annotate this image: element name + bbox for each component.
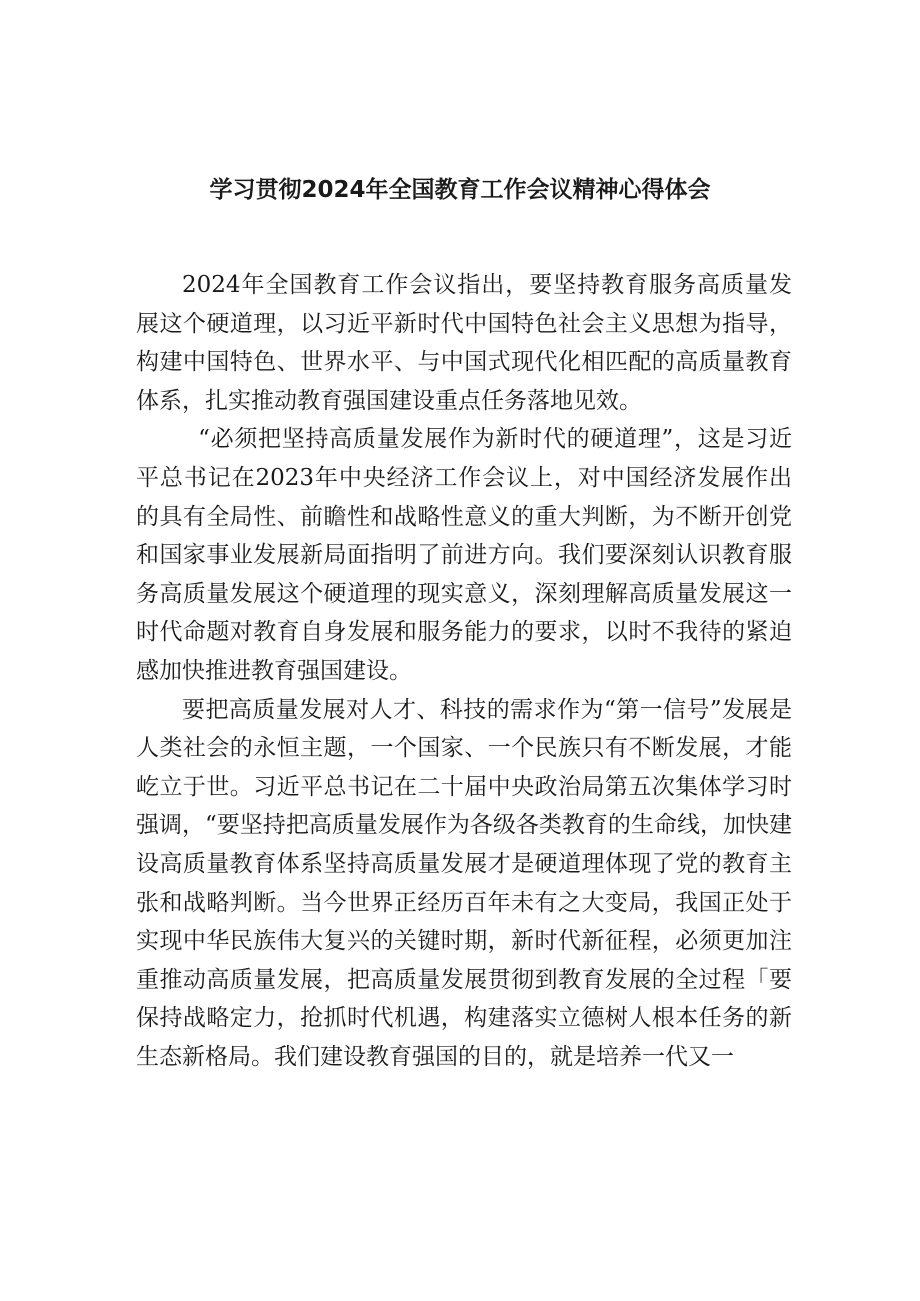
document-title: 学习贯彻2024年全国教育工作会议精神心得体会 xyxy=(209,177,711,203)
document-body xyxy=(136,266,792,1076)
paragraph-2: “必须把坚持高质量发展作为新时代的硬道理”，这是习近平总书记在2023年中央经济工作会议上，对中国经济发展作出的具有全局性、前瞻性和战略性意义的重大判断，为不断开创党和国家事业发展新局面指明了前进方向。我们要深刻认识教育服务高质量发展这个硬道理的现实意义，深刻理解高质量发展这一时代命题对教育自身发展和服务能力的要求，以时不我待的紧迫感加快推进教育强国建设。 xyxy=(136,426,792,684)
paragraph-1: 2024年全国教育工作会议指出，要坚持教育服务高质量发展这个硬道理，以习近平新时代中国特色社会主义思想为指导，构建中国特色、世界水平、与中国式现代化相匹配的高质量教育体系，扎实推动教育强国建设重点任务落地见效。 xyxy=(136,272,792,414)
paragraph-3: 要把高质量发展对人才、科技的需求作为“第一信号”发展是人类社会的永恒主题，一个国家、一个民族只有不断发展，才能屹立于世。习近平总书记在二十届中央政治局第五次集体学习时强调，“要坚持把高质量发展作为各级各类教育的生命线，加快建设高质量教育体系坚持高质量发展才是硬道理体现了党的教育主张和战略判断。当今世界正经历百年未有之大变局，我国正处于实现中华民族伟大复兴的关键时期，新时代新征程，必须更加注重推动高质量发展，把高质量发展贯彻到教育发展的全过程「要保持战略定力，抢抓时代机遇，构建落实立德树人根本任务的新生态新格局。我们建设教育强国的目的，就是培养一代又一 xyxy=(136,696,792,1070)
